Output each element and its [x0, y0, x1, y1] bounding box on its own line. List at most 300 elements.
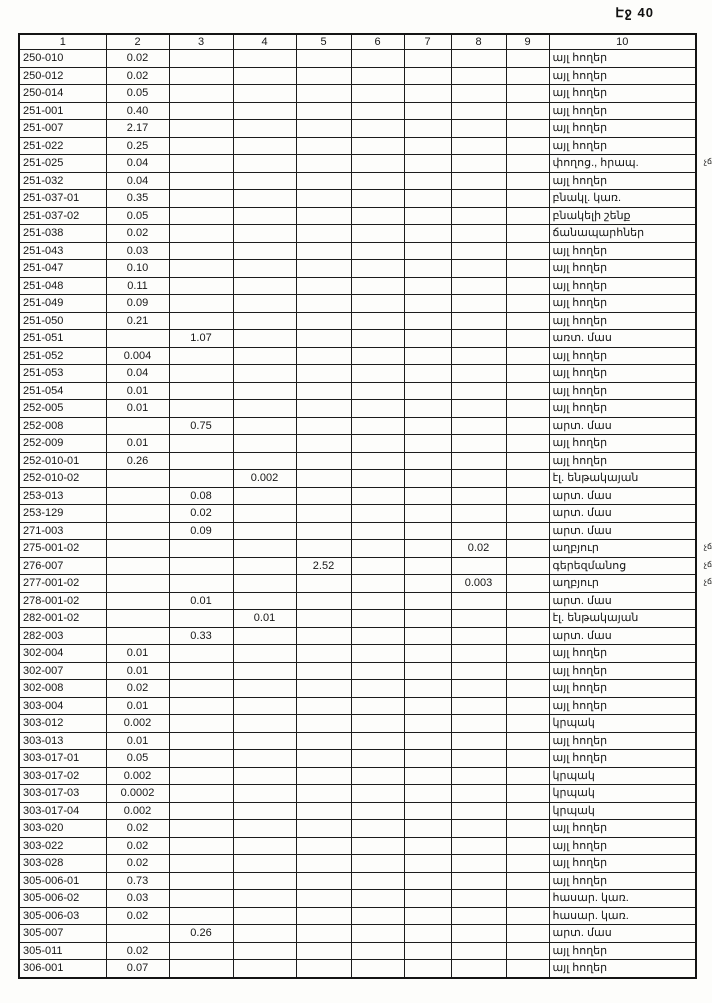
area-value-cell: 0.25	[106, 137, 169, 155]
area-value-cell	[351, 137, 404, 155]
area-value-cell	[169, 732, 233, 750]
land-use-cell: կրպակ	[549, 802, 696, 820]
land-use-cell: այլ հողեր	[549, 732, 696, 750]
parcel-code-cell: 253-013	[19, 487, 106, 505]
parcel-code-cell: 251-049	[19, 295, 106, 313]
land-use-cell: այլ հողեր	[549, 137, 696, 155]
area-value-cell	[233, 190, 296, 208]
area-value-cell: 0.01	[233, 610, 296, 628]
area-value-cell	[296, 260, 351, 278]
area-value-cell	[351, 225, 404, 243]
area-value-cell	[296, 767, 351, 785]
land-parcel-table	[18, 33, 712, 979]
area-value-cell	[451, 785, 506, 803]
area-value-cell	[169, 172, 233, 190]
area-value-cell	[296, 575, 351, 593]
land-use-cell: ճանապարհներ	[549, 225, 696, 243]
area-value-cell	[451, 890, 506, 908]
area-value-cell	[506, 102, 549, 120]
area-value-cell: 0.003	[451, 575, 506, 593]
table-row	[19, 820, 696, 838]
parcel-code-cell: 250-010	[19, 50, 106, 68]
area-value-cell	[404, 855, 451, 873]
area-value-cell	[169, 890, 233, 908]
area-value-cell: 0.07	[106, 960, 169, 978]
area-value-cell	[169, 540, 233, 558]
area-value-cell	[296, 400, 351, 418]
area-value-cell	[169, 837, 233, 855]
area-value-cell	[106, 522, 169, 540]
area-value-cell	[106, 505, 169, 523]
area-value-cell	[233, 85, 296, 103]
area-value-cell	[506, 85, 549, 103]
land-use-cell: էլ. ենթակայան	[549, 470, 696, 488]
table-row	[19, 295, 696, 313]
area-value-cell	[296, 452, 351, 470]
column-header: 3	[169, 34, 233, 50]
parcel-code-cell: 305-007	[19, 925, 106, 943]
area-value-cell	[233, 942, 296, 960]
area-value-cell	[451, 295, 506, 313]
area-value-cell	[233, 767, 296, 785]
area-value-cell	[351, 680, 404, 698]
area-value-cell	[351, 610, 404, 628]
page-number-label: Էջ 40	[615, 5, 654, 20]
table-row	[19, 67, 696, 85]
area-value-cell	[106, 487, 169, 505]
area-value-cell: 0.40	[106, 102, 169, 120]
column-header: 2	[106, 34, 169, 50]
area-value-cell	[351, 592, 404, 610]
area-value-cell: 0.02	[106, 820, 169, 838]
table-row	[19, 802, 696, 820]
area-value-cell	[296, 732, 351, 750]
area-value-cell: 0.09	[106, 295, 169, 313]
parcel-code-cell: 302-004	[19, 645, 106, 663]
area-value-cell	[404, 260, 451, 278]
area-value-cell	[506, 137, 549, 155]
area-value-cell	[404, 452, 451, 470]
area-value-cell	[404, 400, 451, 418]
parcel-code-cell: 252-010-02	[19, 470, 106, 488]
area-value-cell: 0.002	[106, 767, 169, 785]
area-value-cell	[404, 960, 451, 978]
parcel-code-cell: 303-017-03	[19, 785, 106, 803]
area-value-cell	[451, 697, 506, 715]
area-value-cell	[296, 330, 351, 348]
area-value-cell	[506, 260, 549, 278]
area-value-cell	[296, 802, 351, 820]
area-value-cell	[506, 487, 549, 505]
parcel-code-cell: 251-007	[19, 120, 106, 138]
area-value-cell: 0.21	[106, 312, 169, 330]
area-value-cell	[404, 907, 451, 925]
area-value-cell: 0.02	[106, 225, 169, 243]
area-value-cell	[451, 557, 506, 575]
area-value-cell	[351, 697, 404, 715]
area-value-cell	[296, 312, 351, 330]
table-row	[19, 645, 696, 663]
area-value-cell: 0.33	[169, 627, 233, 645]
land-use-cell: այլ հողեր	[549, 697, 696, 715]
area-value-cell	[296, 172, 351, 190]
area-value-cell	[233, 207, 296, 225]
area-value-cell	[233, 645, 296, 663]
area-value-cell	[506, 872, 549, 890]
area-value-cell: 0.02	[169, 505, 233, 523]
area-value-cell: 0.02	[451, 540, 506, 558]
area-value-cell: 0.11	[106, 277, 169, 295]
area-value-cell	[351, 855, 404, 873]
area-value-cell	[506, 417, 549, 435]
area-value-cell	[506, 295, 549, 313]
table-row	[19, 190, 696, 208]
area-value-cell	[169, 102, 233, 120]
area-value-cell	[106, 925, 169, 943]
area-value-cell	[106, 330, 169, 348]
area-value-cell	[351, 190, 404, 208]
parcel-code-cell: 282-003	[19, 627, 106, 645]
area-value-cell	[351, 942, 404, 960]
area-value-cell	[404, 330, 451, 348]
area-value-cell	[351, 662, 404, 680]
area-value-cell	[451, 382, 506, 400]
area-value-cell	[404, 277, 451, 295]
table-row	[19, 172, 696, 190]
table-row	[19, 225, 696, 243]
parcel-code-cell: 306-001	[19, 960, 106, 978]
area-value-cell	[233, 750, 296, 768]
parcel-code-cell: 252-005	[19, 400, 106, 418]
area-value-cell	[404, 540, 451, 558]
column-header: 6	[351, 34, 404, 50]
area-value-cell	[351, 85, 404, 103]
area-value-cell	[169, 137, 233, 155]
table-row	[19, 260, 696, 278]
area-value-cell	[233, 120, 296, 138]
area-value-cell	[233, 382, 296, 400]
area-value-cell	[506, 592, 549, 610]
area-value-cell: 0.004	[106, 347, 169, 365]
area-value-cell	[233, 487, 296, 505]
area-value-cell	[169, 610, 233, 628]
area-value-cell	[296, 295, 351, 313]
area-value-cell	[106, 557, 169, 575]
area-value-cell: 0.10	[106, 260, 169, 278]
area-value-cell	[451, 417, 506, 435]
area-value-cell	[506, 890, 549, 908]
area-value-cell	[404, 767, 451, 785]
area-value-cell: 0.05	[106, 750, 169, 768]
area-value-cell	[169, 190, 233, 208]
area-value-cell: 0.02	[106, 855, 169, 873]
column-header: 5	[296, 34, 351, 50]
parcel-code-cell: 302-007	[19, 662, 106, 680]
area-value-cell	[296, 85, 351, 103]
parcel-code-cell: 252-009	[19, 435, 106, 453]
area-value-cell	[404, 382, 451, 400]
area-value-cell	[296, 942, 351, 960]
area-value-cell	[351, 347, 404, 365]
area-value-cell	[351, 802, 404, 820]
area-value-cell	[351, 242, 404, 260]
land-use-cell: արտ. մաս	[549, 487, 696, 505]
area-value-cell	[233, 907, 296, 925]
area-value-cell	[351, 470, 404, 488]
area-value-cell	[404, 575, 451, 593]
area-value-cell	[296, 522, 351, 540]
area-value-cell	[296, 645, 351, 663]
table-row	[19, 365, 696, 383]
area-value-cell	[169, 907, 233, 925]
area-value-cell	[404, 645, 451, 663]
land-use-cell: այլ հողեր	[549, 960, 696, 978]
land-use-cell: արտ. մաս	[549, 522, 696, 540]
table-row	[19, 85, 696, 103]
area-value-cell	[451, 347, 506, 365]
area-value-cell	[233, 347, 296, 365]
area-value-cell	[351, 872, 404, 890]
area-value-cell: 0.02	[106, 942, 169, 960]
area-value-cell	[506, 400, 549, 418]
area-value-cell	[233, 522, 296, 540]
area-value-cell	[233, 820, 296, 838]
area-value-cell	[506, 732, 549, 750]
parcel-code-cell: 303-017-04	[19, 802, 106, 820]
area-value-cell: 0.26	[106, 452, 169, 470]
land-use-cell: այլ հողեր	[549, 680, 696, 698]
area-value-cell	[351, 785, 404, 803]
area-value-cell	[404, 610, 451, 628]
area-value-cell: 0.03	[106, 890, 169, 908]
area-value-cell: 2.52	[296, 557, 351, 575]
area-value-cell	[233, 295, 296, 313]
area-value-cell: 0.01	[106, 645, 169, 663]
land-use-cell: այլ հողեր	[549, 872, 696, 890]
land-use-cell: այլ հողեր	[549, 260, 696, 278]
area-value-cell	[296, 487, 351, 505]
area-value-cell	[351, 365, 404, 383]
margin-note: չճ	[703, 577, 712, 586]
area-value-cell	[296, 190, 351, 208]
area-value-cell	[296, 697, 351, 715]
land-use-cell: այլ հողեր	[549, 120, 696, 138]
area-value-cell	[404, 750, 451, 768]
area-value-cell	[451, 732, 506, 750]
table-header-row	[19, 34, 696, 50]
area-value-cell: 0.002	[233, 470, 296, 488]
area-value-cell	[404, 137, 451, 155]
parcel-code-cell: 251-025	[19, 155, 106, 173]
area-value-cell	[169, 207, 233, 225]
area-value-cell	[233, 155, 296, 173]
area-value-cell	[296, 785, 351, 803]
land-use-cell: այլ հողեր	[549, 242, 696, 260]
area-value-cell	[296, 907, 351, 925]
parcel-code-cell: 305-011	[19, 942, 106, 960]
area-value-cell	[404, 505, 451, 523]
area-value-cell	[351, 155, 404, 173]
table-row	[19, 925, 696, 943]
land-use-cell: այլ հողեր	[549, 645, 696, 663]
margin-note: չճ	[703, 559, 712, 569]
parcel-code-cell: 250-012	[19, 67, 106, 85]
area-value-cell	[451, 50, 506, 68]
area-value-cell	[351, 172, 404, 190]
area-value-cell	[106, 610, 169, 628]
area-value-cell	[351, 452, 404, 470]
area-value-cell	[233, 137, 296, 155]
area-value-cell	[506, 907, 549, 925]
parcel-code-cell: 305-006-02	[19, 890, 106, 908]
parcel-code-cell: 251-048	[19, 277, 106, 295]
area-value-cell: 0.0002	[106, 785, 169, 803]
area-value-cell	[404, 225, 451, 243]
area-value-cell: 0.01	[169, 592, 233, 610]
table-row	[19, 662, 696, 680]
area-value-cell	[404, 435, 451, 453]
land-use-cell: հասար. կառ.	[549, 907, 696, 925]
area-value-cell	[451, 85, 506, 103]
area-value-cell	[451, 330, 506, 348]
table-row	[19, 137, 696, 155]
area-value-cell	[296, 67, 351, 85]
table-row	[19, 540, 696, 558]
area-value-cell	[351, 487, 404, 505]
area-value-cell	[351, 522, 404, 540]
area-value-cell	[451, 487, 506, 505]
area-value-cell	[506, 67, 549, 85]
area-value-cell	[106, 470, 169, 488]
table-row	[19, 837, 696, 855]
table-row	[19, 872, 696, 890]
parcel-code-cell: 305-006-01	[19, 872, 106, 890]
area-value-cell	[169, 802, 233, 820]
column-header: 10	[549, 34, 696, 50]
area-value-cell	[296, 470, 351, 488]
area-value-cell	[451, 120, 506, 138]
area-value-cell	[296, 837, 351, 855]
column-header: 4	[233, 34, 296, 50]
column-header: 9	[506, 34, 549, 50]
area-value-cell	[169, 400, 233, 418]
area-value-cell	[169, 680, 233, 698]
area-value-cell	[296, 750, 351, 768]
area-value-cell	[351, 120, 404, 138]
area-value-cell	[233, 785, 296, 803]
area-value-cell	[351, 837, 404, 855]
area-value-cell	[233, 417, 296, 435]
area-value-cell	[233, 435, 296, 453]
area-value-cell	[506, 837, 549, 855]
parcel-code-cell: 303-028	[19, 855, 106, 873]
land-use-cell: փողոց., հրապ. չճ	[549, 155, 696, 173]
area-value-cell	[451, 960, 506, 978]
area-value-cell	[451, 925, 506, 943]
land-use-cell: այլ հողեր	[549, 347, 696, 365]
area-value-cell	[506, 680, 549, 698]
area-value-cell	[169, 277, 233, 295]
area-value-cell	[233, 330, 296, 348]
area-value-cell	[233, 872, 296, 890]
land-use-cell: այլ հողեր	[549, 382, 696, 400]
area-value-cell	[169, 452, 233, 470]
area-value-cell	[451, 137, 506, 155]
area-value-cell	[296, 680, 351, 698]
area-value-cell	[351, 540, 404, 558]
area-value-cell	[451, 452, 506, 470]
area-value-cell: 0.01	[106, 697, 169, 715]
area-value-cell	[233, 802, 296, 820]
area-value-cell	[169, 260, 233, 278]
area-value-cell	[451, 767, 506, 785]
area-value-cell	[233, 890, 296, 908]
area-value-cell	[169, 295, 233, 313]
area-value-cell	[506, 312, 549, 330]
area-value-cell	[169, 312, 233, 330]
area-value-cell	[506, 785, 549, 803]
area-value-cell	[506, 662, 549, 680]
area-value-cell	[351, 67, 404, 85]
area-value-cell	[451, 662, 506, 680]
area-value-cell	[351, 400, 404, 418]
area-value-cell: 0.02	[106, 907, 169, 925]
area-value-cell	[506, 557, 549, 575]
table-row	[19, 680, 696, 698]
table-row	[19, 627, 696, 645]
parcel-code-cell: 252-010-01	[19, 452, 106, 470]
table-row	[19, 960, 696, 978]
area-value-cell	[404, 837, 451, 855]
column-header: 8	[451, 34, 506, 50]
area-value-cell	[404, 50, 451, 68]
area-value-cell	[451, 592, 506, 610]
table-row	[19, 347, 696, 365]
area-value-cell	[451, 837, 506, 855]
parcel-code-cell: 303-017-01	[19, 750, 106, 768]
land-use-cell: արտ. մաս	[549, 417, 696, 435]
area-value-cell	[451, 907, 506, 925]
area-value-cell	[506, 540, 549, 558]
area-value-cell	[451, 470, 506, 488]
area-value-cell	[169, 767, 233, 785]
parcel-code-cell: 251-051	[19, 330, 106, 348]
parcel-code-cell: 251-047	[19, 260, 106, 278]
table-row	[19, 715, 696, 733]
area-value-cell	[506, 207, 549, 225]
area-value-cell	[351, 330, 404, 348]
area-value-cell	[404, 522, 451, 540]
area-value-cell	[451, 855, 506, 873]
table-row	[19, 732, 696, 750]
parcel-code-cell: 251-037-01	[19, 190, 106, 208]
area-value-cell	[169, 575, 233, 593]
land-use-cell: այլ հողեր	[549, 750, 696, 768]
parcel-code-cell: 303-013	[19, 732, 106, 750]
area-value-cell	[296, 50, 351, 68]
area-value-cell	[506, 697, 549, 715]
area-value-cell	[506, 452, 549, 470]
table-row	[19, 855, 696, 873]
area-value-cell	[233, 715, 296, 733]
area-value-cell	[451, 802, 506, 820]
area-value-cell	[296, 120, 351, 138]
area-value-cell	[506, 820, 549, 838]
area-value-cell	[451, 260, 506, 278]
parcel-code-cell: 251-038	[19, 225, 106, 243]
area-value-cell: 0.01	[106, 435, 169, 453]
parcel-code-cell: 303-012	[19, 715, 106, 733]
